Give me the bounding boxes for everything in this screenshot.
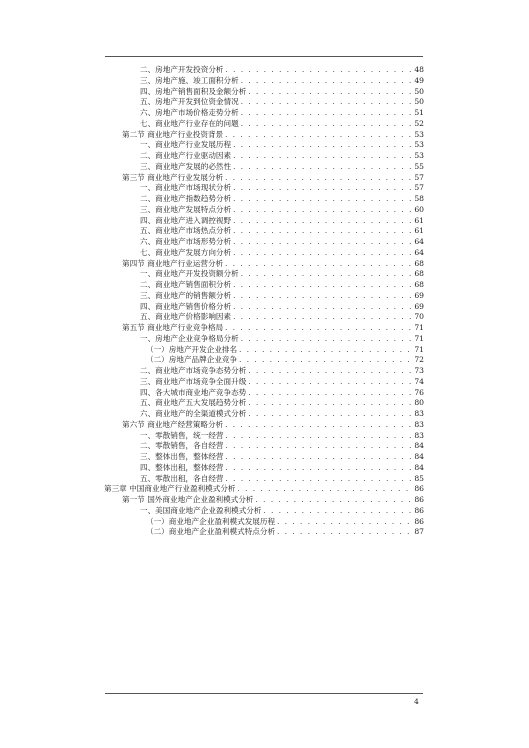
toc-entry[interactable] bbox=[140, 97, 424, 107]
toc-entry-title: 一、美国商业地产企业盈利模式分析 bbox=[140, 505, 262, 515]
toc-leader-dots bbox=[233, 302, 412, 312]
toc-entry-page: 86 bbox=[414, 505, 424, 515]
toc-leader-dots bbox=[233, 226, 412, 236]
toc-entry[interactable] bbox=[140, 431, 424, 441]
toc-entry-title: 一、房地产企业竞争格局分析 bbox=[140, 333, 239, 343]
toc-leader-dots bbox=[233, 237, 412, 247]
toc-leader-dots bbox=[233, 194, 412, 204]
toc-entry[interactable] bbox=[140, 441, 424, 451]
toc-entry[interactable] bbox=[140, 87, 424, 97]
toc-entry-title: 一、商业地产行业发展历程 bbox=[140, 140, 232, 150]
toc-leader-dots bbox=[225, 259, 412, 269]
toc-entry[interactable] bbox=[140, 151, 424, 161]
toc-entry-title: 四、房地产销售面积及金额分析 bbox=[140, 86, 247, 96]
header-rule bbox=[105, 56, 423, 57]
toc-entry-page: 83 bbox=[414, 419, 424, 429]
toc-entry[interactable] bbox=[146, 345, 424, 355]
toc-entry[interactable] bbox=[140, 291, 424, 301]
toc-entry-title: 五、零散出租，各自经营 bbox=[140, 473, 224, 483]
toc-entry-title: 四、商业地产销售价格分析 bbox=[140, 301, 232, 311]
toc-entry[interactable] bbox=[140, 183, 424, 193]
toc-entry[interactable] bbox=[122, 173, 424, 183]
toc-leader-dots bbox=[239, 345, 412, 355]
toc-leader-dots bbox=[225, 420, 412, 430]
toc-entry[interactable] bbox=[140, 248, 424, 258]
toc-entry[interactable] bbox=[140, 65, 424, 75]
toc-entry-page: 69 bbox=[414, 301, 424, 311]
toc-entry-title: （一）房地产开发企业排名 bbox=[146, 344, 238, 354]
toc-entry[interactable] bbox=[140, 76, 424, 86]
toc-entry-title: （二）商业地产企业盈利模式特点分析 bbox=[146, 527, 276, 537]
toc-entry-page: 74 bbox=[414, 376, 424, 386]
toc-entry-title: 七、商业地产发展方向分析 bbox=[140, 247, 232, 257]
toc-entry-page: 48 bbox=[414, 65, 424, 74]
toc-entry-title: 五、商业地产价格影响因素 bbox=[140, 312, 232, 322]
toc-entry-page: 71 bbox=[414, 344, 424, 354]
toc-entry-page: 64 bbox=[414, 247, 424, 257]
toc-leader-dots bbox=[233, 312, 412, 322]
toc-entry[interactable] bbox=[140, 388, 424, 398]
toc-entry-page: 73 bbox=[414, 366, 424, 375]
toc-entry[interactable] bbox=[146, 517, 424, 527]
toc-entry-page: 71 bbox=[414, 323, 424, 332]
toc-leader-dots bbox=[264, 506, 413, 516]
toc-leader-dots bbox=[226, 452, 412, 462]
toc-entry-title: （一）商业地产企业盈利模式发展历程 bbox=[146, 516, 276, 526]
toc-entry-title: 二、商业地产市场竞争态势分析 bbox=[140, 366, 247, 375]
footer-rule bbox=[105, 693, 423, 694]
toc-leader-dots bbox=[277, 527, 412, 537]
toc-entry-page: 49 bbox=[414, 75, 424, 85]
toc-entry-page: 80 bbox=[414, 398, 424, 408]
toc-leader-dots bbox=[238, 484, 412, 494]
toc-leader-dots bbox=[226, 474, 412, 484]
toc-leader-dots bbox=[248, 388, 412, 398]
toc-leader-dots bbox=[225, 323, 412, 333]
toc-entry-page: 53 bbox=[414, 140, 424, 150]
toc-entry-page: 69 bbox=[414, 290, 424, 300]
toc-entry[interactable] bbox=[146, 527, 424, 537]
toc-entry[interactable] bbox=[140, 280, 424, 290]
toc-leader-dots bbox=[226, 431, 412, 441]
toc-leader-dots bbox=[233, 280, 412, 290]
toc-leader-dots bbox=[248, 398, 412, 408]
toc-leader-dots bbox=[233, 151, 412, 161]
toc-entry-title: 二、房地产开发投资分析 bbox=[140, 65, 224, 74]
toc-entry-page: 84 bbox=[414, 441, 424, 451]
toc-entry-title: 五、商业地产五大发展趋势分析 bbox=[140, 398, 247, 408]
toc-entry-page: 61 bbox=[414, 215, 424, 225]
toc-entry-page: 85 bbox=[414, 473, 424, 483]
toc-entry-title: 二、商业地产指数趋势分析 bbox=[140, 194, 232, 203]
toc-entry[interactable] bbox=[140, 312, 424, 322]
toc-entry[interactable] bbox=[140, 377, 424, 387]
toc-entry-page: 76 bbox=[414, 387, 424, 397]
toc-entry-title: 三、商业地产的销售额分析 bbox=[140, 290, 232, 300]
toc-entry-page: 72 bbox=[414, 355, 424, 365]
toc-entry[interactable] bbox=[122, 130, 424, 140]
toc-leader-dots bbox=[248, 87, 412, 97]
toc-leader-dots bbox=[248, 409, 412, 419]
toc-entry-title: 第二节 商业地产行业投资背景 bbox=[122, 129, 224, 139]
toc-entry-title: 三、房地产施、竣工面积分析 bbox=[140, 75, 239, 85]
toc-entry-title: 四、整体出租，整体经营 bbox=[140, 462, 224, 472]
toc-entry-title: 二、商业地产销售面积分析 bbox=[140, 280, 232, 289]
toc-entry-page: 84 bbox=[414, 452, 424, 461]
toc-entry-title: 二、商业地产行业驱动因素 bbox=[140, 151, 232, 160]
toc-entry-title: 六、商业地产市场形势分析 bbox=[140, 237, 232, 246]
toc-entry[interactable] bbox=[140, 474, 424, 484]
toc-entry-page: 86 bbox=[414, 516, 424, 526]
toc-entry-title: 第一节 国外商业地产企业盈利模式分析 bbox=[122, 495, 254, 504]
toc-entry[interactable] bbox=[140, 237, 424, 247]
toc-leader-dots bbox=[233, 248, 412, 258]
toc-entry-title: 三、商业地产市场竞争全面升级 bbox=[140, 376, 247, 386]
toc-entry-title: 一、商业地产市场现状分析 bbox=[140, 183, 232, 193]
toc-entry-page: 83 bbox=[414, 409, 424, 418]
toc-entry[interactable] bbox=[122, 259, 424, 269]
toc-leader-dots bbox=[226, 463, 412, 473]
toc-entry-title: 五、商业地产市场热点分析 bbox=[140, 226, 232, 236]
toc-entry-title: 一、商业地产开发投资额分析 bbox=[140, 269, 239, 279]
toc-entry-title: 第四节 商业地产行业运营分析 bbox=[122, 258, 224, 268]
toc-leader-dots bbox=[233, 205, 412, 215]
toc-leader-dots bbox=[233, 291, 412, 301]
toc-entry[interactable] bbox=[146, 355, 424, 365]
toc-entry-page: 57 bbox=[414, 183, 424, 193]
toc-entry-title: 第五节 商业地产行业竞争格局 bbox=[122, 323, 224, 332]
page-number: 4 bbox=[414, 697, 419, 706]
toc-entry[interactable] bbox=[140, 140, 424, 150]
toc-entry[interactable] bbox=[104, 484, 424, 494]
toc-entry[interactable] bbox=[122, 495, 424, 505]
toc-entry-page: 60 bbox=[414, 204, 424, 214]
toc-entry-title: 第六节 商业地产经营策略分析 bbox=[122, 419, 224, 429]
toc-entry-page: 68 bbox=[414, 280, 424, 289]
toc-entry[interactable] bbox=[140, 452, 424, 462]
toc-leader-dots bbox=[233, 140, 412, 150]
toc-entry-page: 50 bbox=[414, 86, 424, 96]
toc-entry-page: 87 bbox=[414, 527, 424, 537]
toc-entry-page: 61 bbox=[414, 226, 424, 236]
toc-leader-dots bbox=[239, 355, 412, 365]
toc-leader-dots bbox=[233, 216, 412, 226]
toc-entry-title: 三、商业地产发展特点分析 bbox=[140, 204, 232, 214]
toc-entry-page: 57 bbox=[414, 172, 424, 182]
toc-entry[interactable] bbox=[140, 463, 424, 473]
toc-entry-title: 一、零散销售，统一经营 bbox=[140, 430, 224, 440]
toc-entry-page: 53 bbox=[414, 129, 424, 139]
toc-entry[interactable] bbox=[140, 119, 424, 129]
toc-entry[interactable] bbox=[122, 420, 424, 430]
toc-entry[interactable] bbox=[122, 323, 424, 333]
toc-entry-page: 64 bbox=[414, 237, 424, 246]
toc-entry[interactable] bbox=[140, 269, 424, 279]
toc-entry-page: 55 bbox=[414, 161, 424, 171]
toc-entry-title: 第三节 商业地产行业发展分析 bbox=[122, 172, 224, 182]
toc-entry[interactable] bbox=[140, 205, 424, 215]
toc-leader-dots bbox=[256, 495, 412, 505]
toc-entry-title: 七、商业地产行业存在的问题 bbox=[140, 118, 239, 128]
toc-entry-title: 六、房地产市场价格走势分析 bbox=[140, 108, 239, 117]
toc-entry-page: 84 bbox=[414, 462, 424, 472]
toc-leader-dots bbox=[225, 173, 412, 183]
toc-entry-page: 53 bbox=[414, 151, 424, 160]
toc-entry-title: 三、整体出售，整体经营 bbox=[140, 452, 224, 461]
toc-entry-page: 50 bbox=[414, 97, 424, 107]
toc-entry[interactable] bbox=[140, 506, 424, 516]
toc-entry-title: 四、商业地产进入调控视野 bbox=[140, 215, 232, 225]
toc-entry[interactable] bbox=[140, 162, 424, 172]
toc-entry-title: 四、各大城市商业地产竞争态势 bbox=[140, 387, 247, 397]
toc-entry-title: 六、商业地产的全渠道模式分析 bbox=[140, 409, 247, 418]
toc-leader-dots bbox=[233, 162, 412, 172]
toc-entry-page: 68 bbox=[414, 258, 424, 268]
toc-leader-dots bbox=[226, 441, 412, 451]
toc-entry-page: 86 bbox=[414, 484, 424, 494]
toc-entry-page: 68 bbox=[414, 269, 424, 279]
toc-entry-title: 第三章 中国商业地产行业盈利模式分析 bbox=[104, 484, 236, 494]
toc-entry-page: 71 bbox=[414, 333, 424, 343]
toc-leader-dots bbox=[241, 108, 412, 118]
toc-leader-dots bbox=[226, 65, 412, 75]
toc-leader-dots bbox=[277, 517, 412, 527]
toc-entry[interactable] bbox=[140, 398, 424, 408]
toc-entry[interactable] bbox=[140, 194, 424, 204]
toc-entry[interactable] bbox=[140, 302, 424, 312]
toc-entry-page: 58 bbox=[414, 194, 424, 203]
toc-leader-dots bbox=[241, 97, 412, 107]
toc-entry-page: 83 bbox=[414, 430, 424, 440]
toc-entry[interactable] bbox=[140, 108, 424, 118]
toc-entry-page: 70 bbox=[414, 312, 424, 322]
toc-leader-dots bbox=[241, 76, 412, 86]
toc-leader-dots bbox=[248, 377, 412, 387]
toc-entry-title: 五、房地产开发到位资金情况 bbox=[140, 97, 239, 107]
toc-leader-dots bbox=[248, 366, 412, 376]
toc-entry-title: （二）房地产品牌企业竞争 bbox=[146, 355, 238, 365]
toc-entry-page: 51 bbox=[414, 108, 424, 117]
toc-entry-title: 三、商业地产发展的必然性 bbox=[140, 161, 232, 171]
toc-leader-dots bbox=[241, 269, 412, 279]
toc-leader-dots bbox=[241, 334, 412, 344]
toc-entry-page: 52 bbox=[414, 118, 424, 128]
toc-entry-title: 二、零散销售，各自经营 bbox=[140, 441, 224, 451]
toc-leader-dots bbox=[225, 130, 412, 140]
toc-entry[interactable] bbox=[140, 409, 424, 419]
toc-leader-dots bbox=[241, 119, 412, 129]
toc-entry[interactable] bbox=[140, 226, 424, 236]
toc-entry[interactable] bbox=[140, 366, 424, 376]
toc-entry[interactable] bbox=[140, 334, 424, 344]
toc-entry[interactable] bbox=[140, 216, 424, 226]
toc-leader-dots bbox=[233, 183, 412, 193]
toc-entry-page: 86 bbox=[414, 495, 424, 504]
